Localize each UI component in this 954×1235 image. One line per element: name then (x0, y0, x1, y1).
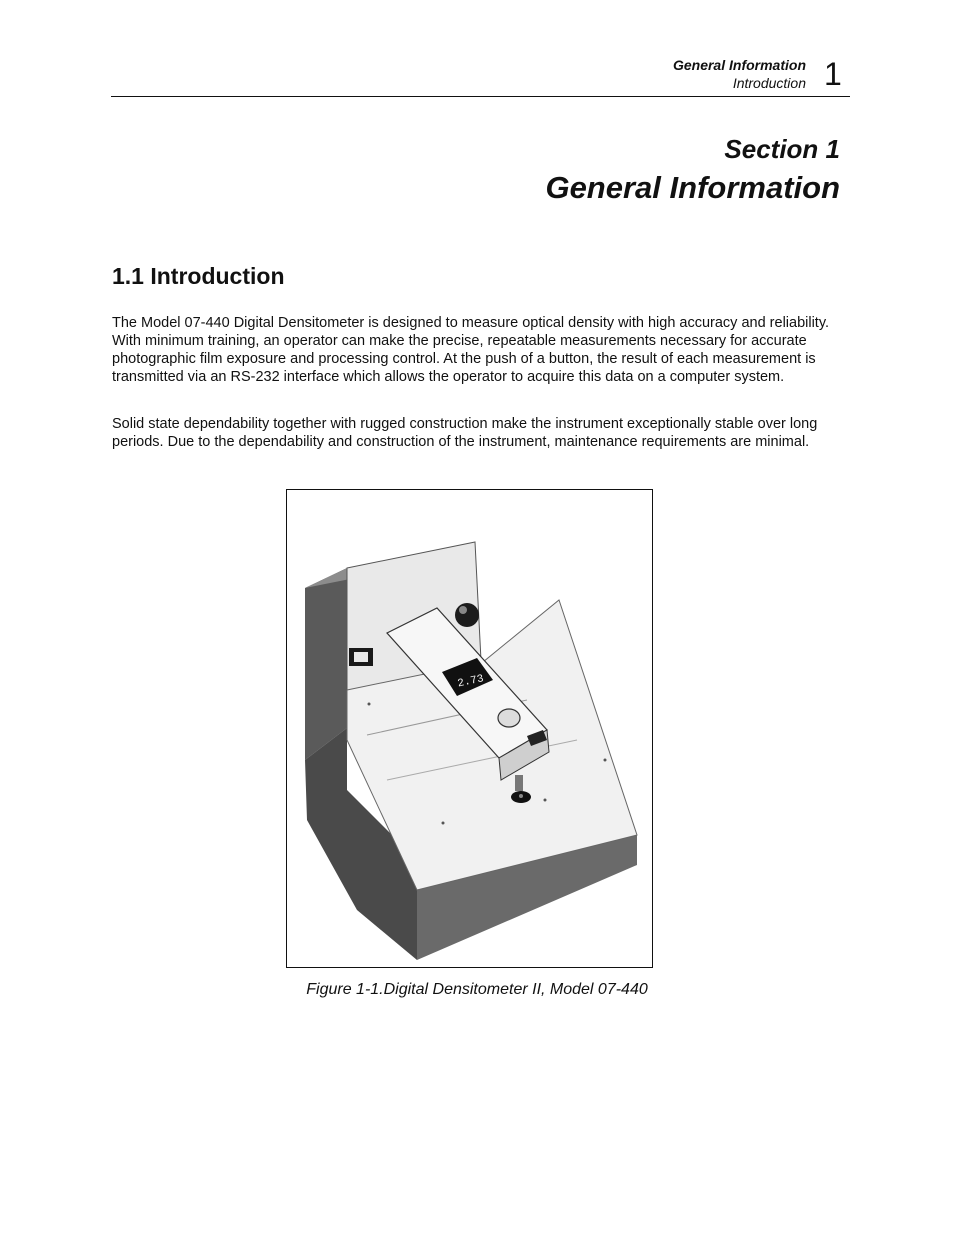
section-label: Section 1 (724, 134, 840, 164)
screw (442, 822, 445, 825)
figure-caption: Figure 1-1.Digital Densitometer II, Model 07-440 (306, 981, 648, 998)
header-rule (111, 96, 850, 97)
running-head-subtitle: Introduction (732, 75, 806, 91)
screw (368, 703, 371, 706)
chapter-number: 1 (824, 56, 842, 92)
zero-knob-icon (455, 603, 479, 627)
probe-post (515, 775, 523, 791)
zero-knob-highlight (459, 606, 467, 614)
section-title: General Information (545, 170, 840, 205)
display-reading: 2.73 (456, 673, 485, 691)
intro-paragraph-2: Solid state dependability together with rugged construction make the instrument exceptionally stable over long periods. Due to the dependability and construction of the instrument, maintenance requirements are minimal. (112, 416, 818, 450)
aperture-center (519, 794, 523, 798)
screw (544, 799, 547, 802)
densitometer-photo (287, 490, 652, 967)
figure-frame (286, 489, 653, 968)
subsection-heading: 1.1 Introduction (112, 263, 285, 289)
read-button (498, 709, 520, 727)
box-left-side (305, 568, 347, 760)
box-label-inner (354, 652, 368, 662)
running-head-title: General Information (672, 57, 806, 73)
screw (604, 759, 607, 762)
intro-paragraph-1: The Model 07-440 Digital Densitometer is designed to measure optical density with high accuracy and reliability. With minimum training, an operator can make the precise, repeatable measurements necessary for accurate photographic film exposure and processing control. At the push of a button, the result of each measurement is transmitted via an RS-232 interface which allows the operator to acquire this data on a computer system. (112, 315, 830, 385)
running-head-text (673, 56, 806, 92)
